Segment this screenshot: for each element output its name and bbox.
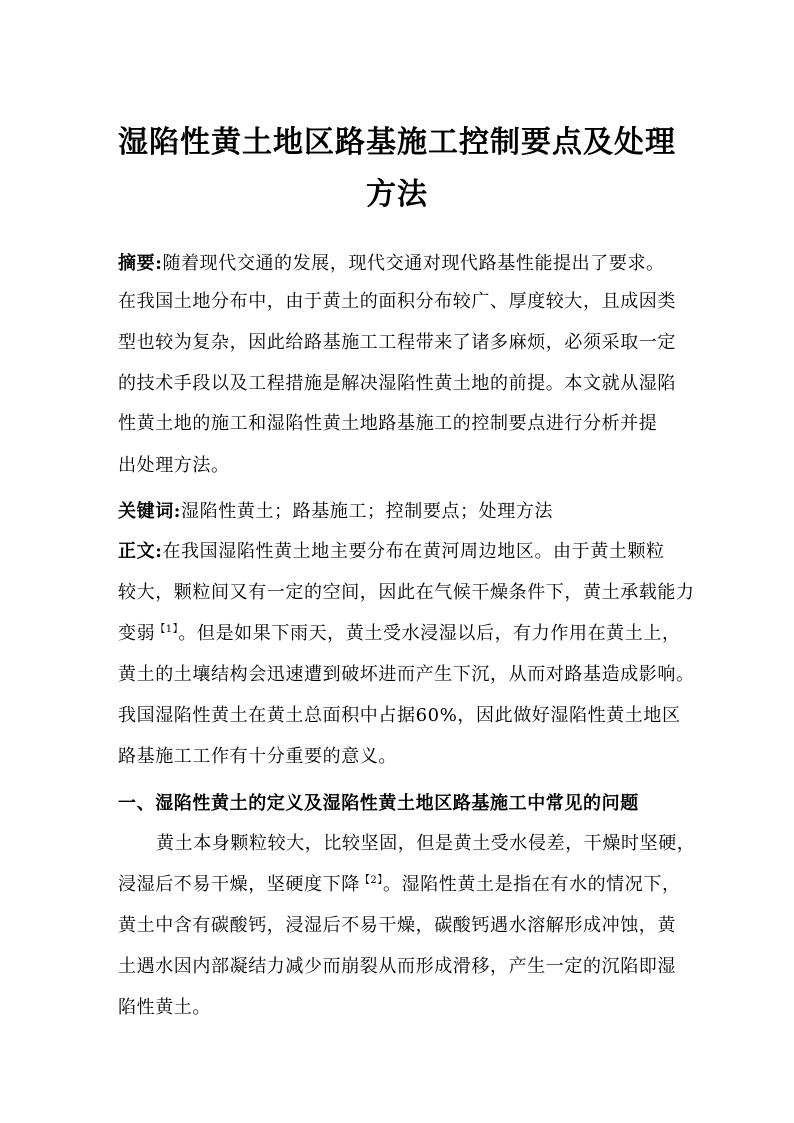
body-text-3a: 变弱 xyxy=(118,623,156,644)
keywords-text: 湿陷性黄土；路基施工；控制要点；处理方法 xyxy=(181,501,554,522)
section-1-text-2a: 浸湿后不易干燥，坚硬度下降 xyxy=(118,874,360,895)
abstract-line-2: 在我国土地分布中，由于黄土的面积分布较广、厚度较大，且成因类 xyxy=(118,291,676,312)
keywords-line xyxy=(118,500,688,524)
section-1-line-3: 黄土中含有碳酸钙，浸湿后不易干燥，碳酸钙遇水溶解形成冲蚀，黄 xyxy=(118,915,676,936)
body-line-6: 路基施工工作有十分重要的意义。 xyxy=(118,746,397,767)
section-1-line-4: 土遇水因内部凝结力减少而崩裂从而形成滑移，产生一定的沉陷即湿 xyxy=(118,956,676,977)
keywords-label: 关键词: xyxy=(118,501,182,522)
abstract-line-4: 的技术手段以及工程措施是解决湿陷性黄土地的前提。本文就从湿陷 xyxy=(118,373,676,394)
abstract-line-1 xyxy=(118,252,688,276)
body-text-1: 在我国湿陷性黄土地主要分布在黄河周边地区。由于黄土颗粒 xyxy=(162,541,665,562)
body-line-1 xyxy=(118,540,688,564)
body-line-3 xyxy=(118,622,688,646)
section-1-heading: 一、湿陷性黄土的定义及湿陷性黄土地区路基施工中常见的问题 xyxy=(118,793,639,814)
section-1-line-2 xyxy=(118,873,688,897)
section-1-text-2b: 。湿陷性黄土是指在有水的情况下， xyxy=(382,874,681,895)
citation-1: 【1】 xyxy=(155,624,179,635)
abstract-line-3: 型也较为复杂，因此给路基施工工程带来了诸多麻烦，必须采取一定 xyxy=(118,332,676,353)
body-label: 正文: xyxy=(118,541,163,562)
title-line-1: 湿陷性黄土地区路基施工控制要点及处理 xyxy=(118,125,676,160)
body-text-3b: 。但是如果下雨天，黄土受水浸湿以后，有力作用在黄土上， xyxy=(178,623,681,644)
section-1-line-5: 陷性黄土。 xyxy=(118,997,211,1018)
title-line-2: 方法 xyxy=(366,177,428,212)
citation-2: 【2】 xyxy=(359,875,383,886)
body-line-5: 我国湿陷性黄土在黄土总面积中占据60%，因此做好湿陷性黄土地区 xyxy=(118,705,681,726)
body-line-4: 黄土的土壤结构会迅速遭到破坏进而产生下沉，从而对路基造成影响。 xyxy=(118,664,695,685)
abstract-text: 随着现代交通的发展，现代交通对现代路基性能提出了要求。 xyxy=(162,253,665,274)
abstract-line-6: 出处理方法。 xyxy=(118,455,230,476)
abstract-label: 摘要: xyxy=(118,253,163,274)
abstract-line-5: 性黄土地的施工和湿陷性黄土地路基施工的控制要点进行分析并提 xyxy=(118,413,658,434)
section-1-line-1: 黄土本身颗粒较大，比较坚固，但是黄土受水侵差，干燥时坚硬， xyxy=(156,833,696,854)
body-line-2: 较大，颗粒间又有一定的空间，因此在气候干燥条件下，黄土承载能力 xyxy=(118,582,695,603)
